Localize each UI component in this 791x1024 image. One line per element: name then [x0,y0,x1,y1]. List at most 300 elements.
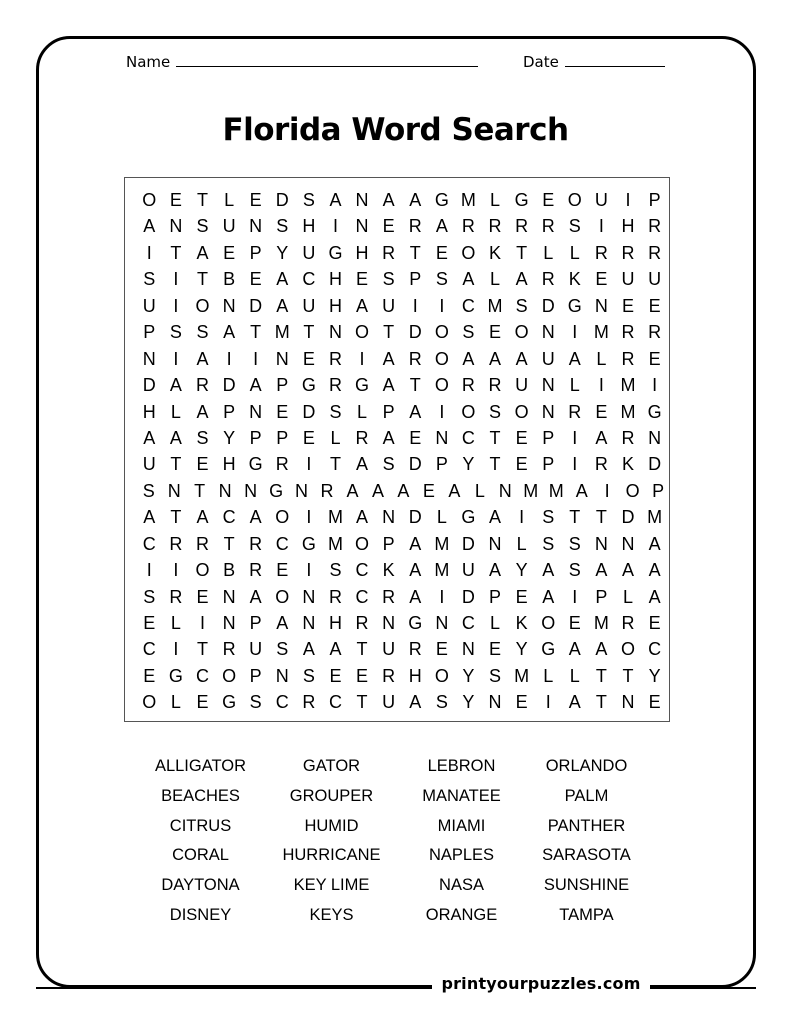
grid-letter[interactable]: T [170,454,182,475]
grid-letter[interactable]: E [249,190,262,210]
grid-letter[interactable]: P [249,665,262,686]
grid-letter[interactable]: H [355,242,369,263]
grid-letter[interactable]: E [489,639,502,660]
grid-letter[interactable]: P [382,401,395,422]
grid-letter[interactable]: O [434,348,449,369]
grid-letter[interactable]: T [196,269,208,290]
grid-letter[interactable]: P [382,533,395,554]
grid-letter[interactable]: T [170,242,182,263]
grid-letter[interactable]: O [142,692,157,713]
grid-letter[interactable]: C [195,665,209,686]
grid-letter[interactable]: L [596,348,607,369]
grid-letter[interactable]: R [302,692,316,713]
grid-letter[interactable]: G [269,480,284,501]
grid-letter[interactable]: U [621,269,635,290]
grid-letter[interactable]: N [621,692,635,713]
grid-letter[interactable]: A [568,348,581,369]
grid-letter[interactable]: U [222,216,236,237]
grid-letter[interactable]: A [462,348,475,369]
grid-letter[interactable]: R [328,348,342,369]
grid-letter[interactable]: N [218,480,232,501]
grid-letter[interactable]: R [568,401,582,422]
grid-letter[interactable]: C [355,586,369,607]
grid-letter[interactable]: Y [462,692,475,713]
grid-letter[interactable]: R [275,454,289,475]
grid-letter[interactable]: U [382,295,396,316]
grid-letter[interactable]: T [250,322,262,343]
name-field[interactable] [126,53,478,71]
grid-letter[interactable]: B [223,269,236,290]
grid-letter[interactable]: G [541,639,556,660]
grid-letter[interactable]: P [223,401,236,422]
grid-letter[interactable]: K [489,242,502,263]
grid-letter[interactable]: T [223,533,235,554]
grid-letter[interactable]: O [461,242,476,263]
grid-letter[interactable]: S [489,665,502,686]
grid-letter[interactable]: R [355,613,369,633]
grid-letter[interactable]: E [515,454,528,475]
grid-letter[interactable]: N [382,507,396,528]
grid-letter[interactable]: E [568,613,581,633]
grid-letter[interactable]: S [489,401,502,422]
grid-letter[interactable]: M [487,295,503,316]
grid-letter[interactable]: E [276,560,289,581]
grid-letter[interactable]: A [382,348,395,369]
grid-letter[interactable]: E [196,586,209,607]
grid-letter[interactable]: A [648,586,661,607]
grid-letter[interactable]: R [408,216,422,237]
grid-letter[interactable]: R [408,348,422,369]
grid-letter[interactable]: U [594,190,608,210]
grid-letter[interactable]: C [275,533,289,554]
grid-letter[interactable]: R [461,375,475,396]
grid-letter[interactable]: D [461,586,475,607]
grid-letter[interactable]: S [542,533,555,554]
grid-letter[interactable]: A [409,560,422,581]
grid-letter[interactable]: E [489,322,502,343]
grid-letter[interactable]: R [488,216,502,237]
grid-letter[interactable]: N [302,613,316,633]
grid-letter[interactable]: S [568,560,581,581]
grid-letter[interactable]: O [514,401,529,422]
grid-letter[interactable]: G [328,242,343,263]
grid-letter[interactable]: I [173,639,179,660]
grid-letter[interactable]: C [355,560,369,581]
grid-letter[interactable]: U [249,639,263,660]
grid-letter[interactable]: A [568,692,581,713]
grid-letter[interactable]: A [356,507,369,528]
grid-letter[interactable]: I [199,613,205,633]
grid-letter[interactable]: R [541,269,555,290]
grid-letter[interactable]: I [439,401,445,422]
grid-letter[interactable]: G [647,401,662,422]
grid-letter[interactable]: S [329,560,342,581]
grid-letter[interactable]: A [409,586,422,607]
grid-letter[interactable]: A [595,427,608,448]
grid-letter[interactable]: Y [462,665,475,686]
grid-letter[interactable]: M [460,190,476,210]
grid-letter[interactable]: N [382,613,396,633]
grid-letter[interactable]: I [625,190,631,210]
grid-letter[interactable]: U [142,454,156,475]
grid-letter[interactable]: U [515,375,529,396]
grid-letter[interactable]: M [593,322,609,343]
grid-letter[interactable]: T [595,692,607,713]
grid-letter[interactable]: A [489,560,502,581]
grid-letter[interactable]: C [328,692,342,713]
grid-letter[interactable]: A [382,375,395,396]
grid-letter[interactable]: C [302,269,316,290]
grid-letter[interactable]: A [409,533,422,554]
grid-letter[interactable]: P [652,480,665,501]
grid-letter[interactable]: A [356,454,369,475]
grid-letter[interactable]: T [622,665,634,686]
grid-letter[interactable]: T [489,454,501,475]
grid-letter[interactable]: O [195,560,210,581]
grid-letter[interactable]: G [248,454,263,475]
grid-letter[interactable]: A [397,480,410,501]
grid-letter[interactable]: I [598,216,604,237]
grid-letter[interactable]: N [488,692,502,713]
grid-letter[interactable]: I [412,295,418,316]
grid-letter[interactable]: A [196,401,209,422]
grid-letter[interactable]: S [515,295,528,316]
grid-letter[interactable]: K [382,560,395,581]
grid-letter[interactable]: U [382,692,396,713]
grid-letter[interactable]: I [359,348,365,369]
grid-letter[interactable]: E [515,586,528,607]
grid-letter[interactable]: E [276,401,289,422]
grid-letter[interactable]: N [222,586,236,607]
grid-letter[interactable]: C [461,295,475,316]
grid-letter[interactable]: T [196,639,208,660]
grid-letter[interactable]: I [253,348,259,369]
grid-letter[interactable]: L [569,242,580,263]
grid-letter[interactable]: A [382,190,395,210]
grid-letter[interactable]: A [568,639,581,660]
grid-letter[interactable]: O [541,613,556,633]
grid-letter[interactable]: E [435,639,448,660]
grid-letter[interactable]: G [301,375,316,396]
grid-letter[interactable]: A [196,242,209,263]
grid-letter[interactable]: E [648,692,661,713]
grid-letter[interactable]: I [545,692,551,713]
grid-letter[interactable]: I [226,348,232,369]
grid-letter[interactable]: N [435,613,449,633]
grid-letter[interactable]: A [346,480,359,501]
grid-letter[interactable]: O [275,586,290,607]
grid-letter[interactable]: M [274,322,290,343]
grid-letter[interactable]: L [224,190,235,210]
grid-letter[interactable]: D [408,454,422,475]
grid-letter[interactable]: O [567,190,582,210]
grid-letter[interactable]: I [146,242,152,263]
grid-letter[interactable]: I [173,269,179,290]
grid-letter[interactable]: M [647,507,663,528]
grid-letter[interactable]: A [489,348,502,369]
grid-letter[interactable]: N [594,295,608,316]
grid-letter[interactable]: A [648,560,661,581]
grid-letter[interactable]: N [142,348,156,369]
grid-letter[interactable]: P [276,427,289,448]
grid-letter[interactable]: I [173,560,179,581]
grid-letter[interactable]: G [222,692,237,713]
grid-letter[interactable]: E [422,480,435,501]
grid-letter[interactable]: P [249,613,262,633]
grid-letter[interactable]: R [648,322,662,343]
grid-letter[interactable]: O [355,322,370,343]
grid-letter[interactable]: D [275,190,289,210]
grid-letter[interactable]: T [516,242,528,263]
grid-letter[interactable]: R [169,533,183,554]
grid-letter[interactable]: E [595,401,608,422]
grid-letter[interactable]: M [620,375,636,396]
grid-letter[interactable]: R [328,586,342,607]
grid-letter[interactable]: L [474,480,485,501]
grid-letter[interactable]: A [448,480,461,501]
grid-letter[interactable]: M [548,480,564,501]
grid-letter[interactable]: H [302,216,316,237]
grid-letter[interactable]: S [196,216,209,237]
grid-letter[interactable]: I [572,322,578,343]
grid-letter[interactable]: T [196,190,208,210]
grid-letter[interactable]: N [541,401,555,422]
grid-letter[interactable]: O [355,533,370,554]
grid-letter[interactable]: A [409,401,422,422]
grid-letter[interactable]: A [575,480,588,501]
grid-letter[interactable]: H [328,295,342,316]
grid-letter[interactable]: R [621,322,635,343]
grid-letter[interactable]: E [435,242,448,263]
grid-letter[interactable]: A [371,480,384,501]
grid-letter[interactable]: A [515,348,528,369]
grid-letter[interactable]: G [408,613,423,633]
grid-letter[interactable]: C [142,639,156,660]
grid-letter[interactable]: C [142,533,156,554]
grid-letter[interactable]: D [621,507,635,528]
grid-letter[interactable]: A [249,375,262,396]
grid-letter[interactable]: R [621,242,635,263]
grid-letter[interactable]: N [275,348,289,369]
grid-letter[interactable]: L [490,269,501,290]
grid-letter[interactable]: S [568,216,581,237]
grid-letter[interactable]: D [408,322,422,343]
grid-letter[interactable]: C [461,427,475,448]
grid-letter[interactable]: L [490,190,501,210]
grid-letter[interactable]: U [541,348,555,369]
grid-letter[interactable]: T [356,692,368,713]
grid-letter[interactable]: N [488,533,502,554]
grid-letter[interactable]: E [329,665,342,686]
grid-letter[interactable]: E [143,613,156,633]
grid-letter[interactable]: R [541,216,555,237]
grid-letter[interactable]: D [249,295,263,316]
grid-letter[interactable]: R [408,639,422,660]
grid-letter[interactable]: I [306,507,312,528]
grid-letter[interactable]: S [302,665,315,686]
grid-letter[interactable]: A [648,533,661,554]
grid-letter[interactable]: S [435,269,448,290]
grid-letter[interactable]: Y [462,454,475,475]
grid-letter[interactable]: I [519,507,525,528]
grid-letter[interactable]: U [302,295,316,316]
grid-letter[interactable]: H [222,454,236,475]
grid-letter[interactable]: I [332,216,338,237]
grid-letter[interactable]: P [276,375,289,396]
grid-letter[interactable]: E [143,665,156,686]
grid-letter[interactable]: O [625,480,640,501]
grid-letter[interactable]: K [568,269,581,290]
grid-letter[interactable]: L [170,613,181,633]
grid-letter[interactable]: H [621,216,635,237]
grid-letter[interactable]: I [604,480,610,501]
grid-letter[interactable]: O [514,322,529,343]
grid-letter[interactable]: A [329,639,342,660]
grid-letter[interactable]: N [541,375,555,396]
grid-letter[interactable]: R [320,480,334,501]
grid-letter[interactable]: O [195,295,210,316]
grid-letter[interactable]: T [569,507,581,528]
grid-letter[interactable]: S [568,533,581,554]
grid-letter[interactable]: E [595,269,608,290]
grid-letter[interactable]: N [498,480,512,501]
grid-letter[interactable]: P [542,427,555,448]
grid-letter[interactable]: D [541,295,555,316]
grid-letter[interactable]: T [383,322,395,343]
grid-letter[interactable]: D [408,507,422,528]
grid-letter[interactable]: E [542,190,555,210]
grid-letter[interactable]: N [328,322,342,343]
grid-letter[interactable]: E [621,295,634,316]
grid-letter[interactable]: A [542,586,555,607]
grid-letter[interactable]: A [595,560,608,581]
grid-letter[interactable]: N [355,190,369,210]
grid-letter[interactable]: R [249,560,263,581]
grid-letter[interactable]: R [169,586,183,607]
grid-letter[interactable]: K [515,613,528,633]
grid-letter[interactable]: T [356,639,368,660]
grid-letter[interactable]: A [356,295,369,316]
grid-letter[interactable]: O [620,639,635,660]
grid-letter[interactable]: N [594,533,608,554]
grid-letter[interactable]: N [275,665,289,686]
grid-letter[interactable]: R [382,242,396,263]
grid-letter[interactable]: A [249,586,262,607]
grid-letter[interactable]: N [249,216,263,237]
grid-letter[interactable]: L [569,665,580,686]
grid-letter[interactable]: O [142,190,157,210]
grid-letter[interactable]: A [435,216,448,237]
grid-letter[interactable]: U [302,242,316,263]
grid-letter[interactable]: E [302,427,315,448]
grid-letter[interactable]: P [409,269,422,290]
grid-letter[interactable]: A [249,507,262,528]
grid-letter[interactable]: D [461,533,475,554]
grid-letter[interactable]: H [142,401,156,422]
grid-letter[interactable]: U [461,560,475,581]
grid-letter[interactable]: O [275,507,290,528]
grid-letter[interactable]: D [222,375,236,396]
grid-letter[interactable]: P [249,427,262,448]
grid-letter[interactable]: H [328,613,342,633]
grid-letter[interactable]: G [301,533,316,554]
grid-letter[interactable]: L [357,401,368,422]
grid-letter[interactable]: C [461,613,475,633]
grid-letter[interactable]: P [143,322,156,343]
date-field[interactable] [523,53,665,71]
grid-letter[interactable]: G [355,375,370,396]
grid-letter[interactable]: T [303,322,315,343]
grid-letter[interactable]: S [142,480,155,501]
grid-letter[interactable]: U [648,269,662,290]
grid-letter[interactable]: R [621,348,635,369]
grid-letter[interactable]: N [355,216,369,237]
grid-letter[interactable]: S [435,692,448,713]
grid-letter[interactable]: L [330,427,341,448]
grid-letter[interactable]: N [541,322,555,343]
grid-letter[interactable]: I [306,560,312,581]
grid-letter[interactable]: G [168,665,183,686]
grid-letter[interactable]: E [515,427,528,448]
grid-letter[interactable]: I [572,454,578,475]
grid-letter[interactable]: R [648,216,662,237]
grid-letter[interactable]: M [620,401,636,422]
grid-letter[interactable]: R [382,586,396,607]
grid-letter[interactable]: H [408,665,422,686]
grid-letter[interactable]: N [169,216,183,237]
grid-letter[interactable]: I [652,375,658,396]
grid-letter[interactable]: A [489,507,502,528]
grid-letter[interactable]: A [382,427,395,448]
grid-letter[interactable]: O [434,665,449,686]
grid-letter[interactable]: N [249,401,263,422]
grid-letter[interactable]: I [598,375,604,396]
grid-letter[interactable]: S [542,507,555,528]
grid-letter[interactable]: G [461,507,476,528]
grid-letter[interactable]: E [302,348,315,369]
grid-letter[interactable]: R [249,533,263,554]
grid-letter[interactable]: E [382,216,395,237]
grid-letter[interactable]: Y [515,639,528,660]
grid-letter[interactable]: L [436,507,447,528]
grid-letter[interactable]: S [143,586,156,607]
grid-letter[interactable]: P [595,586,608,607]
grid-letter[interactable]: T [595,665,607,686]
grid-letter[interactable]: S [302,190,315,210]
grid-letter[interactable]: N [302,586,316,607]
grid-letter[interactable]: R [195,375,209,396]
grid-letter[interactable]: D [142,375,156,396]
grid-letter[interactable]: A [595,639,608,660]
grid-letter[interactable]: R [594,454,608,475]
grid-letter[interactable]: E [169,190,182,210]
grid-letter[interactable]: M [327,507,343,528]
grid-letter[interactable]: O [434,322,449,343]
grid-letter[interactable]: E [196,692,209,713]
grid-letter[interactable]: L [516,533,527,554]
grid-letter[interactable]: R [195,533,209,554]
grid-letter[interactable]: E [648,295,661,316]
grid-letter[interactable]: Y [515,560,528,581]
grid-letter[interactable]: A [143,216,156,237]
grid-letter[interactable]: Y [276,242,289,263]
grid-letter[interactable]: E [249,269,262,290]
grid-letter[interactable]: E [515,692,528,713]
grid-letter[interactable]: S [143,269,156,290]
grid-letter[interactable]: S [196,427,209,448]
grid-letter[interactable]: E [356,269,369,290]
grid-letter[interactable]: T [194,480,206,501]
